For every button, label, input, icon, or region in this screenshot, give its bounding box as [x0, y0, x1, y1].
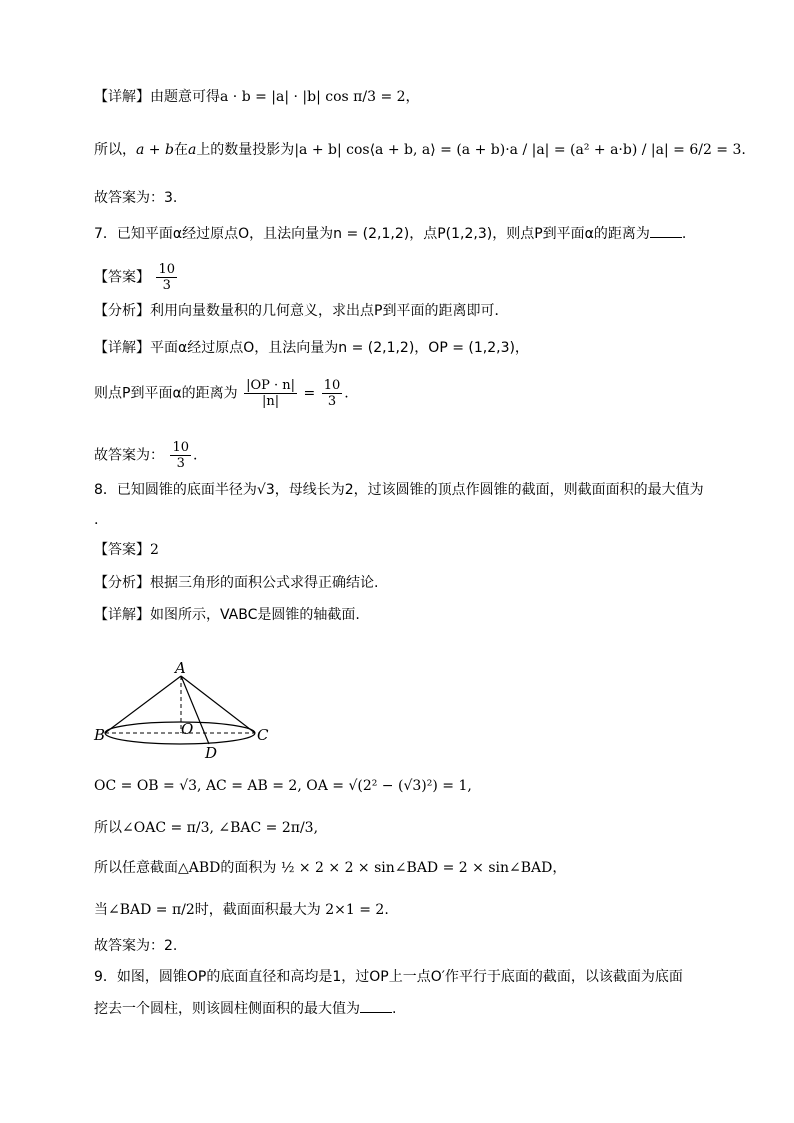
cone-figure — [92, 658, 282, 768]
q8-stem-b: . — [94, 512, 99, 528]
q7-final-num: 10 — [172, 440, 189, 455]
label-C: C — [257, 726, 269, 744]
q6-detail-text: 由题意可得 — [150, 89, 220, 105]
q7-frac-num: |OP · n| — [246, 378, 296, 393]
q8-analysis-line — [94, 573, 378, 593]
q9-stem-a: 9．如图，圆锥OP的底面直径和高均是1，过OP上一点O′作平行于底面的截面，以该截面为底面 — [94, 969, 683, 985]
q8-detail-line — [94, 605, 360, 625]
q6-line2-vec2: a — [187, 142, 197, 158]
analysis-tag: 【分析】 — [94, 575, 150, 591]
q6-projection-line — [94, 140, 746, 160]
detail-tag: 【详解】 — [94, 340, 150, 356]
q7-stem: 7．已知平面α经过原点O，且法向量为n = (2,1,2)，点P(1,2,3)，则点P到平面α的距离为 . — [94, 223, 686, 244]
q6-line2-vec: a + b — [136, 142, 174, 158]
q8-final: 故答案为：2. — [94, 938, 178, 954]
q7-answer-line — [94, 262, 179, 293]
q8-line2: 所以∠OAC = π/3, ∠BAC = 2π/3, — [94, 820, 319, 836]
label-O: O — [181, 720, 194, 738]
q6-final: 故答案为：3. — [94, 190, 178, 206]
q6-detail-formula: a · b = |a| · |b| cos π/3 = 2， — [220, 89, 420, 105]
q7-answer-num: 10 — [158, 262, 175, 277]
q9-stem-b-line: 挖去一个圆柱，则该圆柱侧面积的最大值为 . — [94, 998, 396, 1019]
q8-line4: 当∠BAD = π/2时，截面面积最大为 2×1 = 2. — [94, 902, 389, 918]
label-B: B — [94, 726, 106, 744]
answer-blank — [360, 998, 392, 1013]
q7-analysis-text: 利用向量数量积的几何意义，求出点P到平面的距离即可． — [150, 303, 509, 319]
q8-stem-a: 8．已知圆锥的底面半径为√3，母线长为2，过该圆锥的顶点作圆锥的截面，则截面面积的最大值为 — [94, 482, 704, 498]
q6-line2-prefix: 所以， — [94, 142, 136, 158]
q6-projection-formula: |a + b| cos⟨a + b, a⟩ = (a + b)·a / |a| = (a² + a·b) / |a| = 6/2 = 3. — [294, 142, 746, 158]
q7-answer-den: 3 — [162, 278, 171, 293]
q7-distance-fraction — [244, 378, 297, 409]
q7-final-fraction — [170, 440, 191, 471]
answer-tag: 【答案】 — [94, 269, 150, 286]
cone-edge-AB — [105, 676, 181, 733]
answer-tag: 【答案】 — [94, 542, 150, 558]
q7-final-line: 故答案为： $\frac{10}{3}$ . — [94, 440, 198, 471]
q7-result-num: 10 — [323, 378, 341, 393]
q7-distance-prefix: 则点P到平面α的距离为 — [94, 385, 238, 402]
analysis-tag: 【分析】 — [94, 303, 150, 319]
q7-detail-line — [94, 338, 529, 358]
q8-answer-value: 2 — [150, 542, 159, 558]
q7-answer-fraction — [156, 262, 177, 293]
q9-stem-b-text: 挖去一个圆柱，则该圆柱侧面积的最大值为 — [94, 1001, 360, 1017]
q7-result-fraction — [322, 378, 343, 409]
detail-tag: 【详解】 — [94, 607, 150, 623]
q7-analysis-line — [94, 301, 508, 321]
label-A: A — [175, 659, 186, 677]
q6-line2-mid: 在 — [173, 142, 188, 158]
q8-answer-line — [94, 540, 159, 560]
answer-blank — [650, 223, 682, 238]
q8-line1: OC = OB = √3, AC = AB = 2, OA = √(2² − (√3)²) = 1, — [94, 778, 472, 794]
q8-line3: 所以任意截面△ABD的面积为 ½ × 2 × 2 × sin∠BAD = 2 × sin∠BAD， — [94, 860, 567, 876]
q7-frac-den: |n| — [262, 394, 280, 409]
q8-detail-text: 如图所示，VABC是圆锥的轴截面. — [150, 607, 360, 623]
detail-tag: 【详解】 — [94, 89, 150, 105]
q7-result-den: 3 — [327, 394, 337, 409]
q8-analysis-text: 根据三角形的面积公式求得正确结论. — [150, 575, 379, 591]
q7-final-prefix: 故答案为： — [94, 447, 164, 464]
q7-stem-text: 7．已知平面α经过原点O，且法向量为n = (2,1,2)，点P(1,2,3)，则点P到平面α的距离为 — [94, 226, 650, 242]
q6-detail-line — [94, 87, 420, 107]
q7-detail-text: 平面α经过原点O，且法向量为n = (2,1,2)，OP = (1,2,3)， — [150, 340, 529, 356]
q6-line2-mid2: 上的数量投影为 — [196, 142, 295, 158]
label-D: D — [205, 744, 218, 762]
q7-final-den: 3 — [176, 456, 185, 471]
q7-distance-line: 则点P到平面α的距离为 $\frac{|OP \cdot n|}{|n|}$ = $\frac{10}{3}$ . — [94, 378, 349, 409]
